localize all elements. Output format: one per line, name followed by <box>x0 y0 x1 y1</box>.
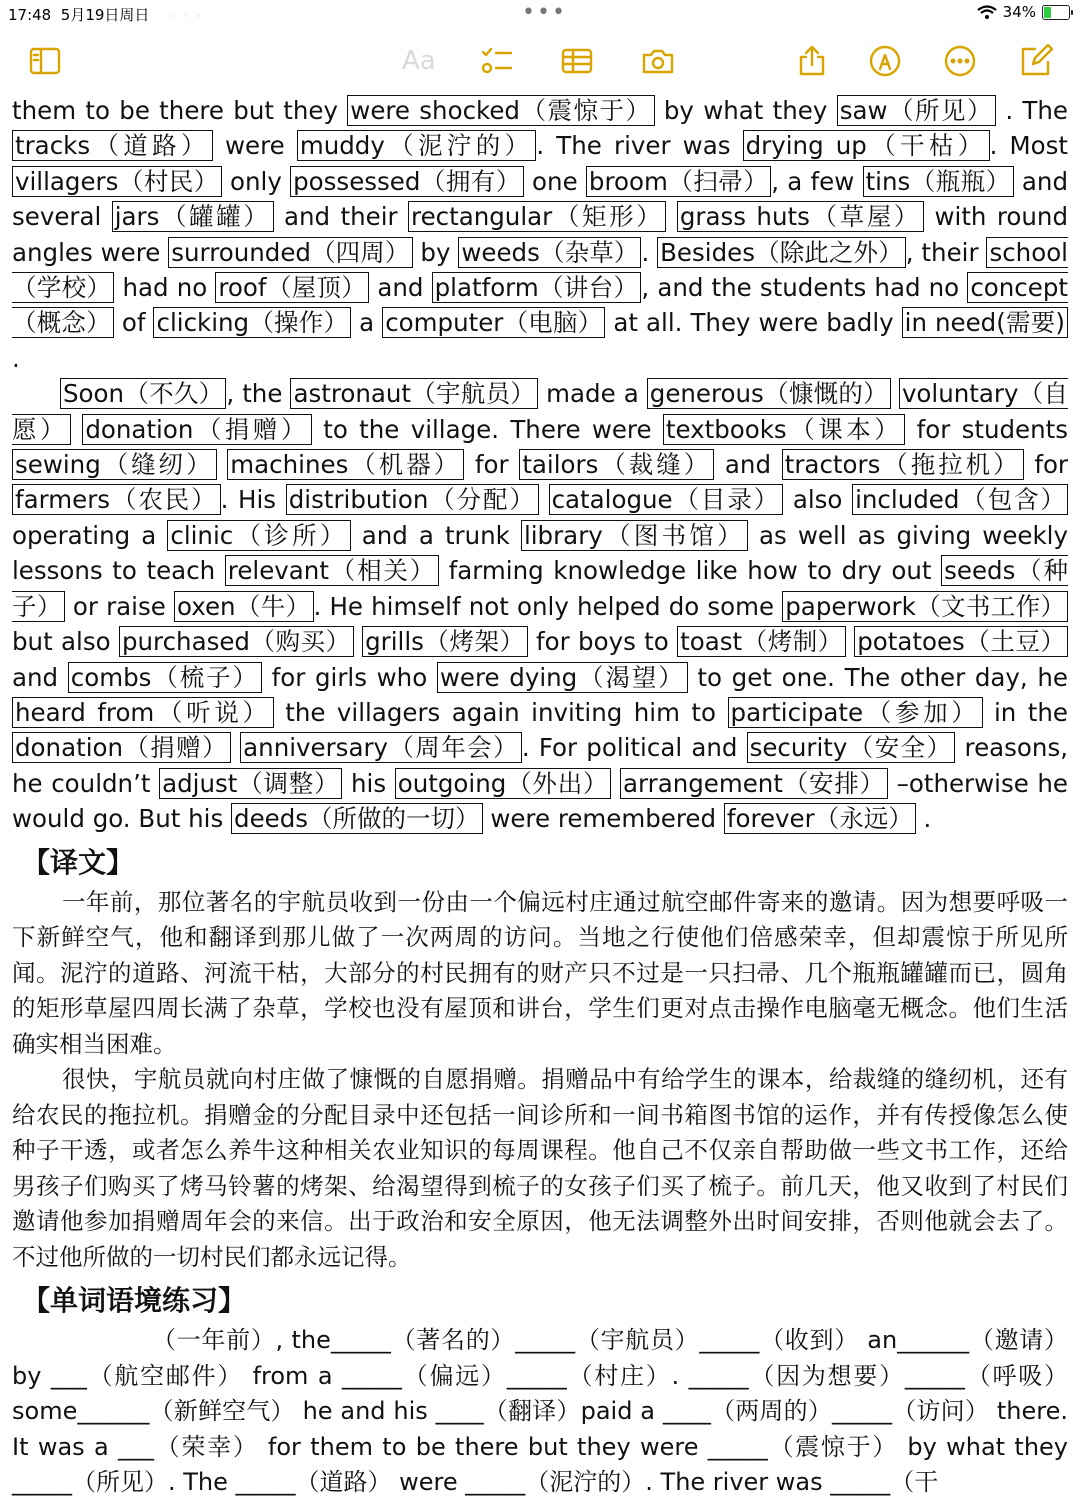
passage-text <box>217 450 228 479</box>
passage-text: had no <box>114 273 216 303</box>
vocab-box: donation（捐赠） <box>12 732 231 763</box>
passage-paragraph <box>12 93 1068 376</box>
vocab-box: school（学校） <box>12 237 1068 303</box>
passage-text: . <box>915 804 932 834</box>
font-icon[interactable]: Aa <box>402 46 436 76</box>
vocab-box: toast（烤制） <box>677 626 846 657</box>
vocab-box: potatoes（土豆） <box>854 626 1068 657</box>
passage-text <box>666 202 676 231</box>
passage-text: . <box>12 343 20 373</box>
vocab-box: tins（瓶瓶） <box>863 166 1014 197</box>
passage-text: for girls who <box>261 662 437 692</box>
vocab-box: paperwork（文书工作） <box>782 591 1068 622</box>
vocab-box: machines（机器） <box>227 449 464 480</box>
passage-text: , their <box>905 237 987 267</box>
passage-text: made a <box>538 379 647 409</box>
vocab-box: astronaut（宇航员） <box>290 378 538 409</box>
vocab-box: rectangular（矩形） <box>408 201 666 232</box>
passage-text: and a trunk <box>350 520 521 550</box>
vocab-box: combs（梳子） <box>68 662 262 693</box>
passage-text: . He <box>313 591 372 621</box>
passage-text: a <box>351 308 383 338</box>
translation-heading: 【译文】 <box>22 845 135 879</box>
vocab-box: relevant（相关） <box>225 555 439 586</box>
vocab-box: voluntary（自愿） <box>12 379 1068 444</box>
passage-text: . <box>220 485 239 515</box>
vocab-box: catalogue（目录） <box>549 484 784 515</box>
exercise <box>12 1323 1068 1501</box>
vocab-box: included（包含） <box>852 484 1068 515</box>
passage-text: . The <box>996 96 1068 125</box>
vocab-box: heard from（听说） <box>12 697 274 728</box>
vocab-box: oxen（牛） <box>174 591 314 622</box>
vocab-box: clicking（操作） <box>153 307 351 338</box>
passage-text <box>231 733 240 762</box>
translation-paragraph: 一年前，那位著名的宇航员收到一份由一个偏远村庄通过航空邮件寄来的邀请。因为想要呼吸一下新鲜空气，他和翻译到那儿做了一次两周的访问。当地之行使他们倍感荣幸，但却震惊于所见所闻。泥泞的道路、河流干枯，大部分的村民拥有的财产只不过是一只扫帚、几个瓶瓶罐罐而已，圆角的矩形草屋四周长满了杂草，学校也没有屋顶和讲台，学生们更对点击操作电脑毫无概念。他们生活确实相当困难。 <box>12 887 1068 1058</box>
compose-icon[interactable] <box>1019 44 1053 82</box>
vocab-box: participate（参加） <box>728 697 983 728</box>
exercise-heading: 【单词语境练习】 <box>22 1284 247 1318</box>
sidebar-icon[interactable] <box>28 44 62 82</box>
vocab-box: muddy（泥泞的） <box>297 130 537 161</box>
vocab-box: grass huts（草屋） <box>677 201 924 232</box>
vocab-box: computer（电脑） <box>382 307 605 338</box>
passage-text <box>354 627 362 656</box>
status-right <box>977 3 1070 21</box>
passage-text: one <box>523 166 586 196</box>
vocab-box: were shocked（震惊于） <box>347 95 654 126</box>
passage-text: and several <box>12 166 1068 232</box>
passage-text: reasons, he couldn’t <box>12 733 1068 798</box>
passage-text: for <box>1023 450 1069 480</box>
vocab-box: grills（烤架） <box>362 626 528 657</box>
passage-text: –otherwise he would go. But his <box>12 768 1069 834</box>
vocab-box: outgoing（外出） <box>395 768 612 799</box>
vocab-box: in need(需要) <box>902 307 1068 338</box>
passage-text: remembered <box>557 804 724 834</box>
table-icon[interactable] <box>560 44 594 82</box>
passage-text <box>71 415 82 444</box>
note-body[interactable] <box>12 93 1068 1501</box>
passage-text: were <box>482 804 558 834</box>
passage-text: by what they <box>654 96 837 125</box>
passage-text: farming knowledge like how to dry out <box>439 556 942 586</box>
passage-text: His <box>238 485 286 515</box>
passage-text: by <box>412 237 459 267</box>
wifi-icon <box>977 5 997 20</box>
vocab-box: clinic（诊所） <box>167 520 350 551</box>
vocab-box: library（图书馆） <box>521 520 748 551</box>
passage-text: for <box>464 450 520 480</box>
vocab-box: saw（所见） <box>837 95 996 126</box>
passage-text: them to be there but they <box>12 96 348 125</box>
vocab-box: donation（捐赠） <box>82 414 312 445</box>
translation <box>12 885 1068 1276</box>
exercise-text: （一年前）, the_____（著名的）_____（宇航员）_____（收到） an______（邀请） by ___（航空邮件） from a _____（偏远）_____（村庄）. _____（因为想要）_____（呼吸） some______（新鲜空气） he and his ____（翻译）paid a ____（两周的）_____（访问） there. It was a ___（荣幸） for them to be there but they were _____（震惊于） by what they _____（所见）. The _____（道路） were _____（泥泞的）. The river was _____（干 <box>12 1326 1068 1497</box>
vocab-box: platform（讲台） <box>432 272 642 303</box>
vocab-box: tracks（道路） <box>12 130 213 161</box>
notes-toolbar <box>0 36 1080 86</box>
passage-text: and <box>714 450 782 480</box>
passage-paragraph <box>12 376 1068 836</box>
passage-text: with round angles were <box>12 202 1069 267</box>
passage-text: and their <box>273 202 409 232</box>
vocab-box: purchased（购买） <box>119 626 354 657</box>
status-time: 17:48 5月19日周日 <box>8 6 150 24</box>
vocab-box: surrounded（四周） <box>168 237 412 268</box>
vocab-box: seeds（种子） <box>12 556 1068 621</box>
passage-text: , a few <box>771 166 863 196</box>
translation-paragraph: 很快，宇航员就向村庄做了慷慨的自愿捐赠。捐赠品中有给学生的课本，给裁缝的缝纫机，还有给农民的拖拉机。捐赠金的分配目录中还包括一间诊所和一间书箱图书馆的运作，并有传授像怎么使种子干透，或者怎么养牛这种相关农业知识的每周课程。他自己不仅亲自帮助做一些文书工作，还给男孩子们购买了烤马铃薯的烤架、给渴望得到梳子的女孩子们买了梳子。前几天，他又收到了村民们邀请他参加捐赠周年会的来信。出于政治和安全原因，他无法调整外出时间安排，否则他就会去了。不过他所做的一切村民们都永远记得。 <box>12 1065 1068 1271</box>
vocab-box: textbooks（课本） <box>663 414 905 445</box>
passage-text: himself not only helped do some <box>371 591 783 621</box>
vocab-box: possessed（拥有） <box>290 166 524 197</box>
more-icon[interactable] <box>943 44 977 82</box>
passage-text <box>891 379 899 408</box>
passage-text: of <box>113 308 154 338</box>
passage-text: were <box>212 131 297 161</box>
vocab-box: villagers（村民） <box>12 166 222 197</box>
camera-icon[interactable] <box>641 44 675 82</box>
markup-icon[interactable] <box>868 44 902 82</box>
multitasking-dots-icon[interactable]: ••• <box>522 0 567 25</box>
passage-text: at all. They were badly <box>605 308 902 338</box>
vocab-box: generous（慷慨的） <box>647 378 891 409</box>
vocab-box: distribution（分配） <box>286 484 539 515</box>
battery-icon <box>1042 5 1070 20</box>
status-bar <box>0 0 1080 28</box>
passage-text: . <box>641 237 658 267</box>
passage-text: . Most <box>989 131 1068 161</box>
passage-text: for students <box>905 414 1069 444</box>
vocab-box: sewing（缝纫） <box>12 449 217 480</box>
vocab-box: weeds（杂草） <box>458 237 641 268</box>
passage-text: operating a <box>12 520 168 550</box>
vocab-box: adjust（调整） <box>159 768 342 799</box>
checklist-icon[interactable] <box>480 44 514 82</box>
passage-text: and <box>12 662 68 692</box>
passage-text: his <box>342 768 395 798</box>
passage-text: to the village. There were <box>311 414 663 444</box>
share-icon[interactable] <box>795 44 829 82</box>
passage-text <box>539 485 549 514</box>
passage-text: or raise <box>64 591 174 621</box>
passage-text: . The river was <box>536 131 743 161</box>
battery-percent: 34% <box>1002 3 1036 21</box>
vocab-box: farmers（农民） <box>12 484 221 515</box>
vocab-box: jars（罐罐） <box>112 201 274 232</box>
passage-text: and <box>369 273 432 303</box>
passage-text: only <box>221 166 291 196</box>
vocab-box: broom（扫帚） <box>586 166 771 197</box>
vocab-box: tractors（拖拉机） <box>782 449 1024 480</box>
passage-text: , the <box>226 379 291 409</box>
vocab-box: concept（概念） <box>12 273 1069 338</box>
passage-text: as well as giving weekly lessons to teach <box>12 520 1068 586</box>
vocab-box: roof（屋顶） <box>215 272 369 303</box>
passage-text: political and <box>586 733 747 763</box>
passage-text: for boys to <box>527 627 678 657</box>
vocab-box: drying up（干枯） <box>743 130 990 161</box>
passage-text: . For <box>521 733 587 763</box>
passage-text: in the <box>982 697 1069 727</box>
vocab-box: forever（永远） <box>724 803 916 834</box>
vocab-box: security（安全） <box>747 732 956 763</box>
passage-text <box>611 769 620 798</box>
vocab-box: tailors（裁缝） <box>519 449 714 480</box>
ghost-text: · · · <box>170 4 202 28</box>
passage <box>12 93 1068 837</box>
passage-text: inviting him to <box>531 697 728 727</box>
vocab-box: Besides（除此之外） <box>657 237 906 268</box>
passage-text: also <box>783 485 853 515</box>
vocab-box: anniversary（周年会） <box>240 732 522 763</box>
passage-text <box>846 627 854 656</box>
vocab-box: deeds（所做的一切） <box>231 803 483 834</box>
vocab-box: were dying（渴望） <box>437 662 688 693</box>
passage-text: , and the students had no <box>641 273 968 303</box>
vocab-box: arrangement（安排） <box>620 768 888 799</box>
passage-text: the villagers again <box>273 697 532 727</box>
passage-text: to get one. The other day, he <box>687 662 1068 692</box>
vocab-box: Soon（不久） <box>60 378 226 409</box>
passage-text: but also <box>12 627 119 657</box>
